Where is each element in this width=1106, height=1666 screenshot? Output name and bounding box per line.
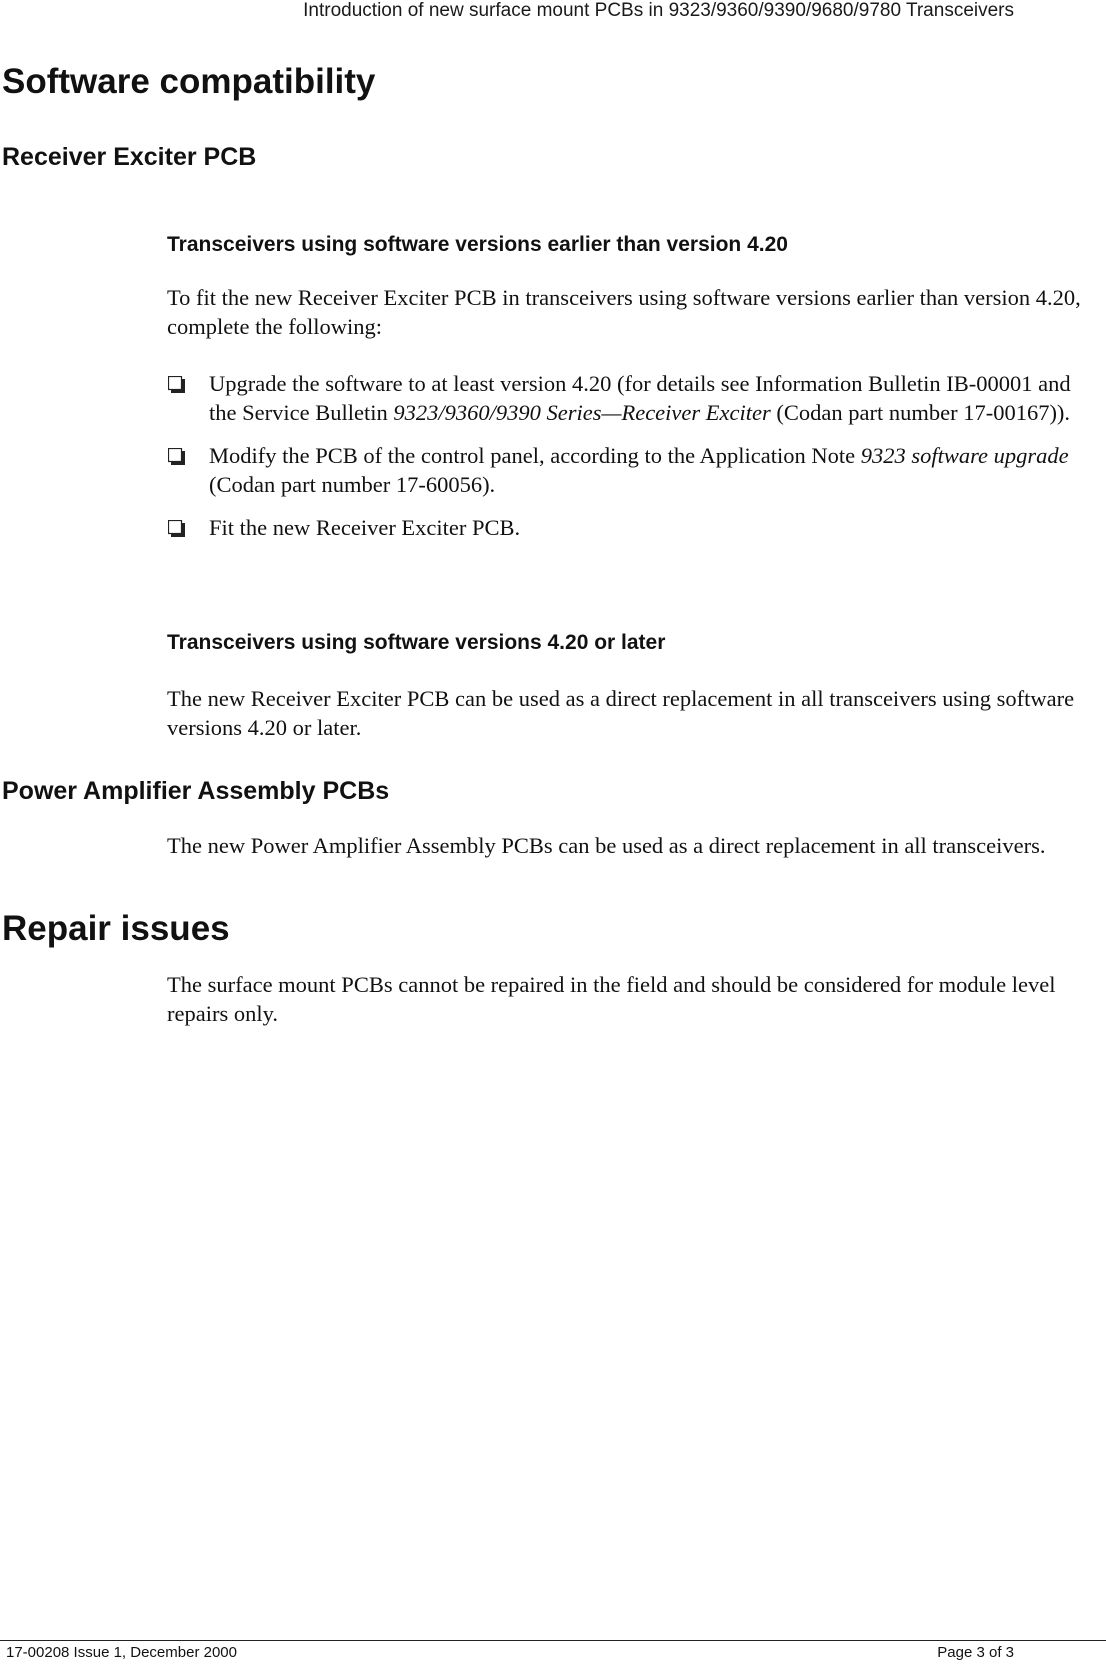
heading-earlier-versions: Transceivers using software versions earlier than version 4.20 xyxy=(167,233,788,256)
checklist-item-text: Fit the new Receiver Exciter PCB. xyxy=(209,515,521,540)
checklist xyxy=(167,369,1097,556)
checklist-item-doc-title: 9323/9360/9390 Series—Receiver Exciter xyxy=(393,400,771,425)
checkbox-icon xyxy=(168,448,186,466)
footer-rule xyxy=(0,1640,1106,1641)
heading-later-versions: Transceivers using software versions 4.20 or later xyxy=(167,631,666,654)
running-header: Introduction of new surface mount PCBs in 9323/9360/9390/9680/9780 Transceivers xyxy=(303,0,1014,21)
heading-power-amplifier: Power Amplifier Assembly PCBs xyxy=(2,777,390,805)
repair-issues-text: The surface mount PCBs cannot be repaired in the field and should be considered for module level repairs only. xyxy=(167,972,1056,1026)
heading-receiver-exciter-pcb: Receiver Exciter PCB xyxy=(2,143,257,171)
checklist-item-text-end: (Codan part number 17-60056). xyxy=(209,472,496,497)
checklist-item-doc-title: 9323 software upgrade xyxy=(860,443,1069,468)
checklist-item xyxy=(167,369,1097,427)
checklist-item-text-end: (Codan part number 17-00167)). xyxy=(770,400,1071,425)
earlier-versions-intro: To fit the new Receiver Exciter PCB in transceivers using software versions earlier than version 4.20, complete the following: xyxy=(167,285,1081,339)
power-amplifier-text: The new Power Amplifier Assembly PCBs can be used as a direct replacement in all transceivers. xyxy=(167,833,1046,858)
checklist-item xyxy=(167,513,1097,542)
checklist-item-text: Modify the PCB of the control panel, according to the Application Note xyxy=(209,443,861,468)
checkbox-icon xyxy=(168,520,186,538)
heading-repair-issues: Repair issues xyxy=(2,909,230,948)
checkbox-icon xyxy=(168,376,186,394)
heading-software-compatibility: Software compatibility xyxy=(2,62,376,101)
footer-page-number: Page 3 of 3 xyxy=(937,1644,1014,1661)
checklist-item xyxy=(167,441,1097,499)
footer-doc-reference: 17-00208 Issue 1, December 2000 xyxy=(6,1644,237,1661)
later-versions-text: The new Receiver Exciter PCB can be used as a direct replacement in all transceivers using software versions 4.20 or later. xyxy=(167,686,1075,740)
checklist-item-text: Upgrade the software to at least version 4.20 (for details see Information Bulletin IB-00001 and the Service Bulletin xyxy=(209,371,1071,425)
